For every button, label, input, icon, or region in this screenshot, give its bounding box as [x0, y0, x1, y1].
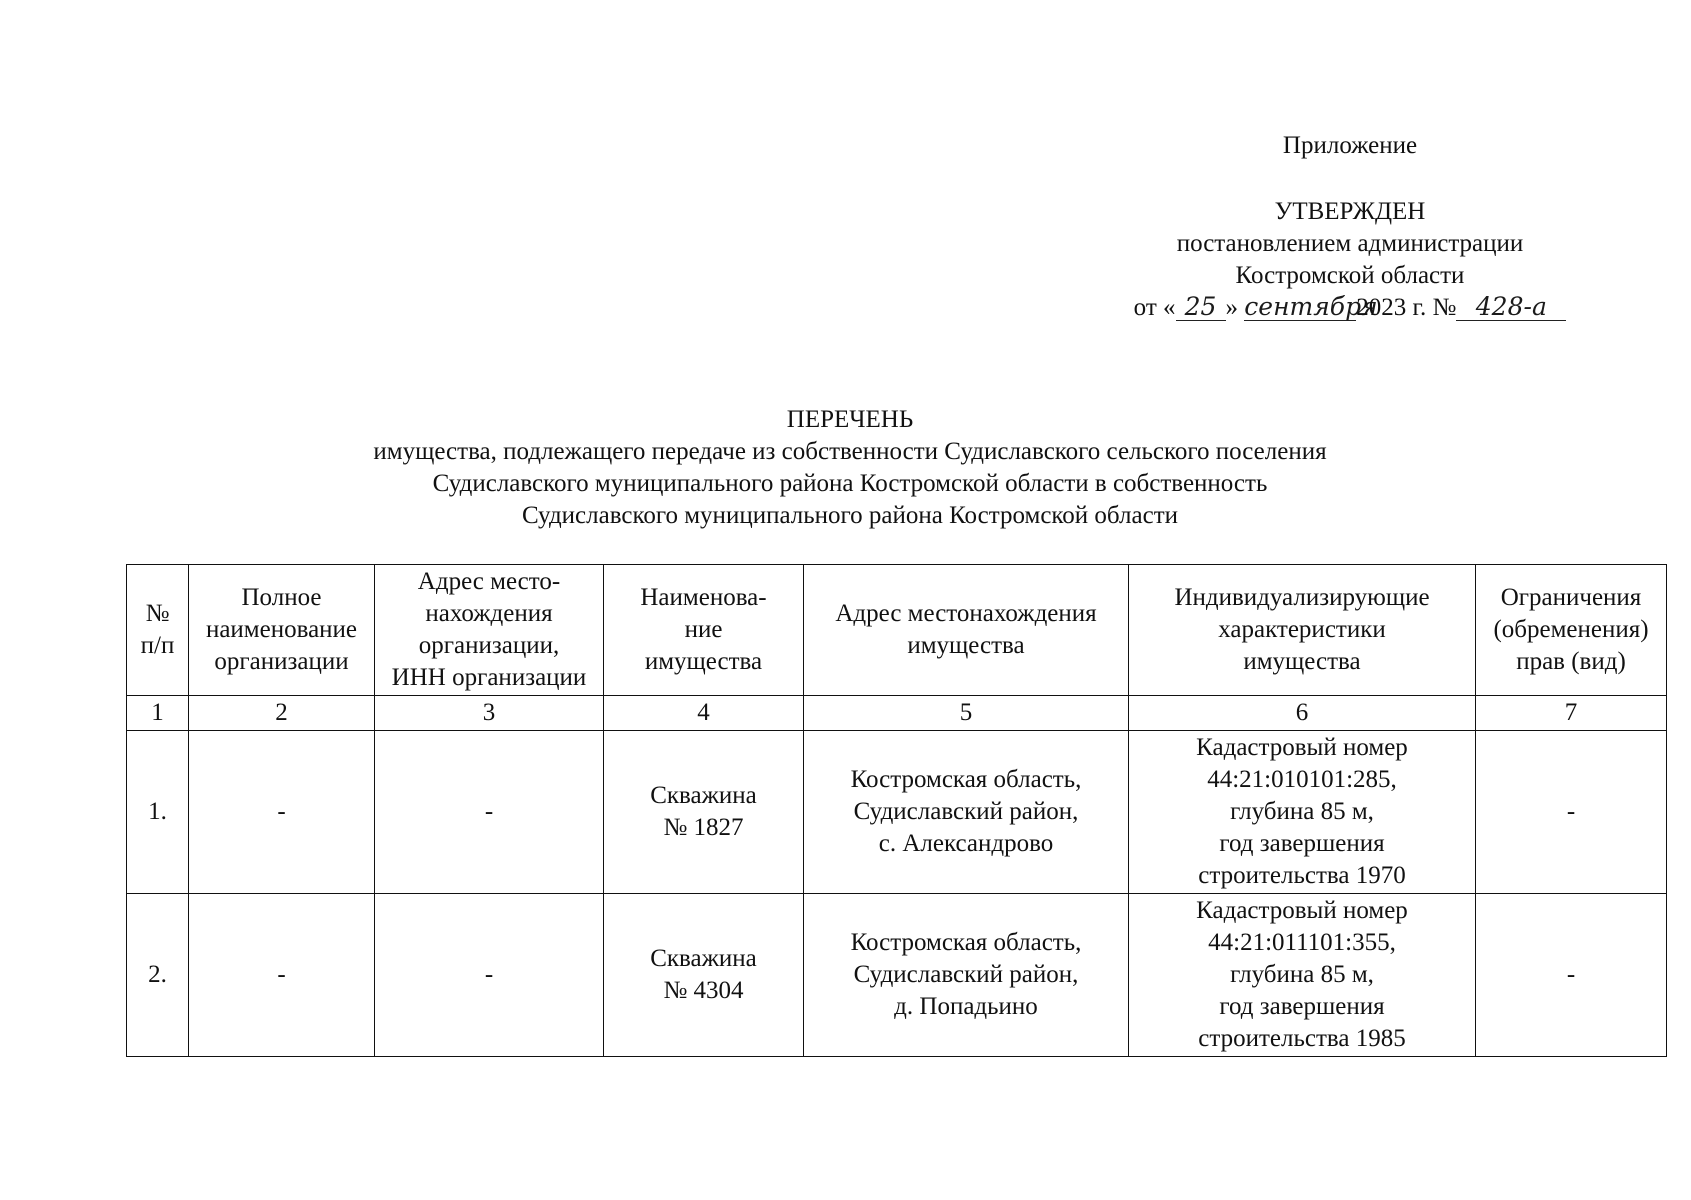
- cell-line: организации,: [418, 632, 560, 659]
- cell-line: имущества: [907, 632, 1025, 659]
- cell-line: Ограничения: [1500, 584, 1642, 611]
- cell-line: ние: [684, 616, 723, 643]
- cell-line: Адрес место-: [417, 568, 561, 595]
- cell-line: Полное: [241, 584, 322, 611]
- header-cell: [604, 565, 804, 696]
- table-cell: [1476, 894, 1667, 1057]
- cell-line: Скважина: [650, 782, 757, 809]
- cell-line: год завершения: [1219, 993, 1385, 1020]
- cell-line: имущества: [644, 648, 763, 675]
- table-cell: [604, 731, 804, 894]
- table-cell: [804, 894, 1129, 1057]
- table-cell: [804, 731, 1129, 894]
- header-cell: [1476, 565, 1667, 696]
- cell-line: строительства 1970: [1198, 862, 1406, 889]
- cell-line: № 4304: [663, 977, 744, 1004]
- table-cell: [1476, 731, 1667, 894]
- cell-line: -: [277, 798, 286, 825]
- approval-region: Костромской области: [1235, 262, 1465, 289]
- approval-date-line: [1090, 292, 1610, 324]
- cell-line: характеристики: [1218, 616, 1386, 643]
- cell-line: Костромская область,: [850, 929, 1082, 956]
- header-cell: [189, 565, 375, 696]
- cell-line: -: [1566, 798, 1576, 825]
- table-cell: [604, 894, 804, 1057]
- cell-line: -: [484, 798, 494, 825]
- cell-line: 44:21:011101:355,: [1208, 929, 1396, 956]
- table-row: [127, 894, 1667, 1057]
- cell-line: -: [484, 961, 494, 988]
- cell-line: -: [277, 961, 286, 988]
- column-number-cell: 3: [375, 696, 604, 731]
- date-prefix: от «: [1133, 294, 1176, 321]
- cell-line: п/п: [140, 632, 175, 659]
- cell-line: Судиславский район,: [853, 961, 1079, 988]
- list-heading: [250, 404, 1450, 532]
- header-cell: [804, 565, 1129, 696]
- cell-line: строительства 1985: [1198, 1025, 1406, 1052]
- cell-line: 1.: [148, 798, 167, 825]
- cell-line: имущества: [1243, 648, 1361, 675]
- cell-line: Кадастровый номер: [1196, 734, 1408, 761]
- cell-line: 44:21:010101:285,: [1207, 766, 1397, 793]
- cell-line: прав (вид): [1516, 648, 1626, 675]
- column-number-cell: 5: [804, 696, 1129, 731]
- table-cell: [127, 731, 189, 894]
- column-number-cell: 2: [189, 696, 375, 731]
- approval-block: [1090, 130, 1610, 324]
- cell-line: ИНН организации: [391, 664, 587, 691]
- property-table: [126, 564, 1667, 1057]
- list-title: ПЕРЕЧЕНЬ: [786, 406, 914, 433]
- cell-line: год завершения: [1219, 830, 1385, 857]
- table-cell: [1129, 894, 1476, 1057]
- cell-line: глубина 85 м,: [1230, 961, 1374, 988]
- cell-line: д. Попадьино: [894, 993, 1038, 1020]
- header-cell: [1129, 565, 1476, 696]
- appendix-label: Приложение: [1282, 132, 1418, 159]
- table-cell: [127, 894, 189, 1057]
- handwritten-doc-number: 428-а: [1456, 294, 1566, 321]
- cell-line: нахождения: [425, 600, 553, 627]
- handwritten-month: сентября: [1244, 292, 1378, 321]
- cell-line: 2.: [148, 961, 167, 988]
- cell-line: № 1827: [663, 814, 744, 841]
- cell-line: Индивидуализирующие: [1174, 584, 1430, 611]
- cell-line: Кадастровый номер: [1196, 897, 1408, 924]
- table-cell: [375, 731, 604, 894]
- column-number-cell: 7: [1476, 696, 1667, 731]
- header-cell: [375, 565, 604, 696]
- approval-authority: постановлением администрации: [1176, 230, 1524, 257]
- date-year: 2023 г. №: [1356, 294, 1457, 321]
- cell-line: организации: [214, 648, 349, 675]
- cell-line: Адрес местонахождения: [835, 600, 1097, 627]
- table-body: [127, 565, 1667, 1057]
- table-cell: [189, 894, 375, 1057]
- cell-line: (обременения): [1493, 616, 1649, 643]
- table-cell: [375, 894, 604, 1057]
- cell-line: -: [1566, 961, 1576, 988]
- handwritten-day: 25: [1176, 294, 1226, 321]
- cell-line: Наименова-: [640, 584, 767, 611]
- date-mid: »: [1225, 294, 1239, 321]
- table-cell: [189, 731, 375, 894]
- table-header-row: [127, 565, 1667, 696]
- list-subtitle-line: имущества, подлежащего передаче из собственности Судиславского сельского поселения: [373, 438, 1327, 465]
- approved-label: УТВЕРЖДЕН: [1274, 198, 1426, 225]
- cell-line: с. Александрово: [878, 830, 1054, 857]
- cell-line: Костромская область,: [850, 766, 1082, 793]
- table-cell: [1129, 731, 1476, 894]
- cell-line: наименование: [205, 616, 358, 643]
- cell-line: №: [145, 600, 170, 627]
- column-number-row: [127, 696, 1667, 731]
- column-number-cell: 6: [1129, 696, 1476, 731]
- cell-line: Скважина: [650, 945, 757, 972]
- table-row: [127, 731, 1667, 894]
- list-subtitle-line: Судиславского муниципального района Костромской области: [521, 502, 1179, 529]
- list-subtitle-line: Судиславского муниципального района Костромской области в собственность: [432, 470, 1268, 497]
- header-cell: [127, 565, 189, 696]
- cell-line: глубина 85 м,: [1230, 798, 1374, 825]
- cell-line: Судиславский район,: [853, 798, 1079, 825]
- column-number-cell: 4: [604, 696, 804, 731]
- column-number-cell: 1: [127, 696, 189, 731]
